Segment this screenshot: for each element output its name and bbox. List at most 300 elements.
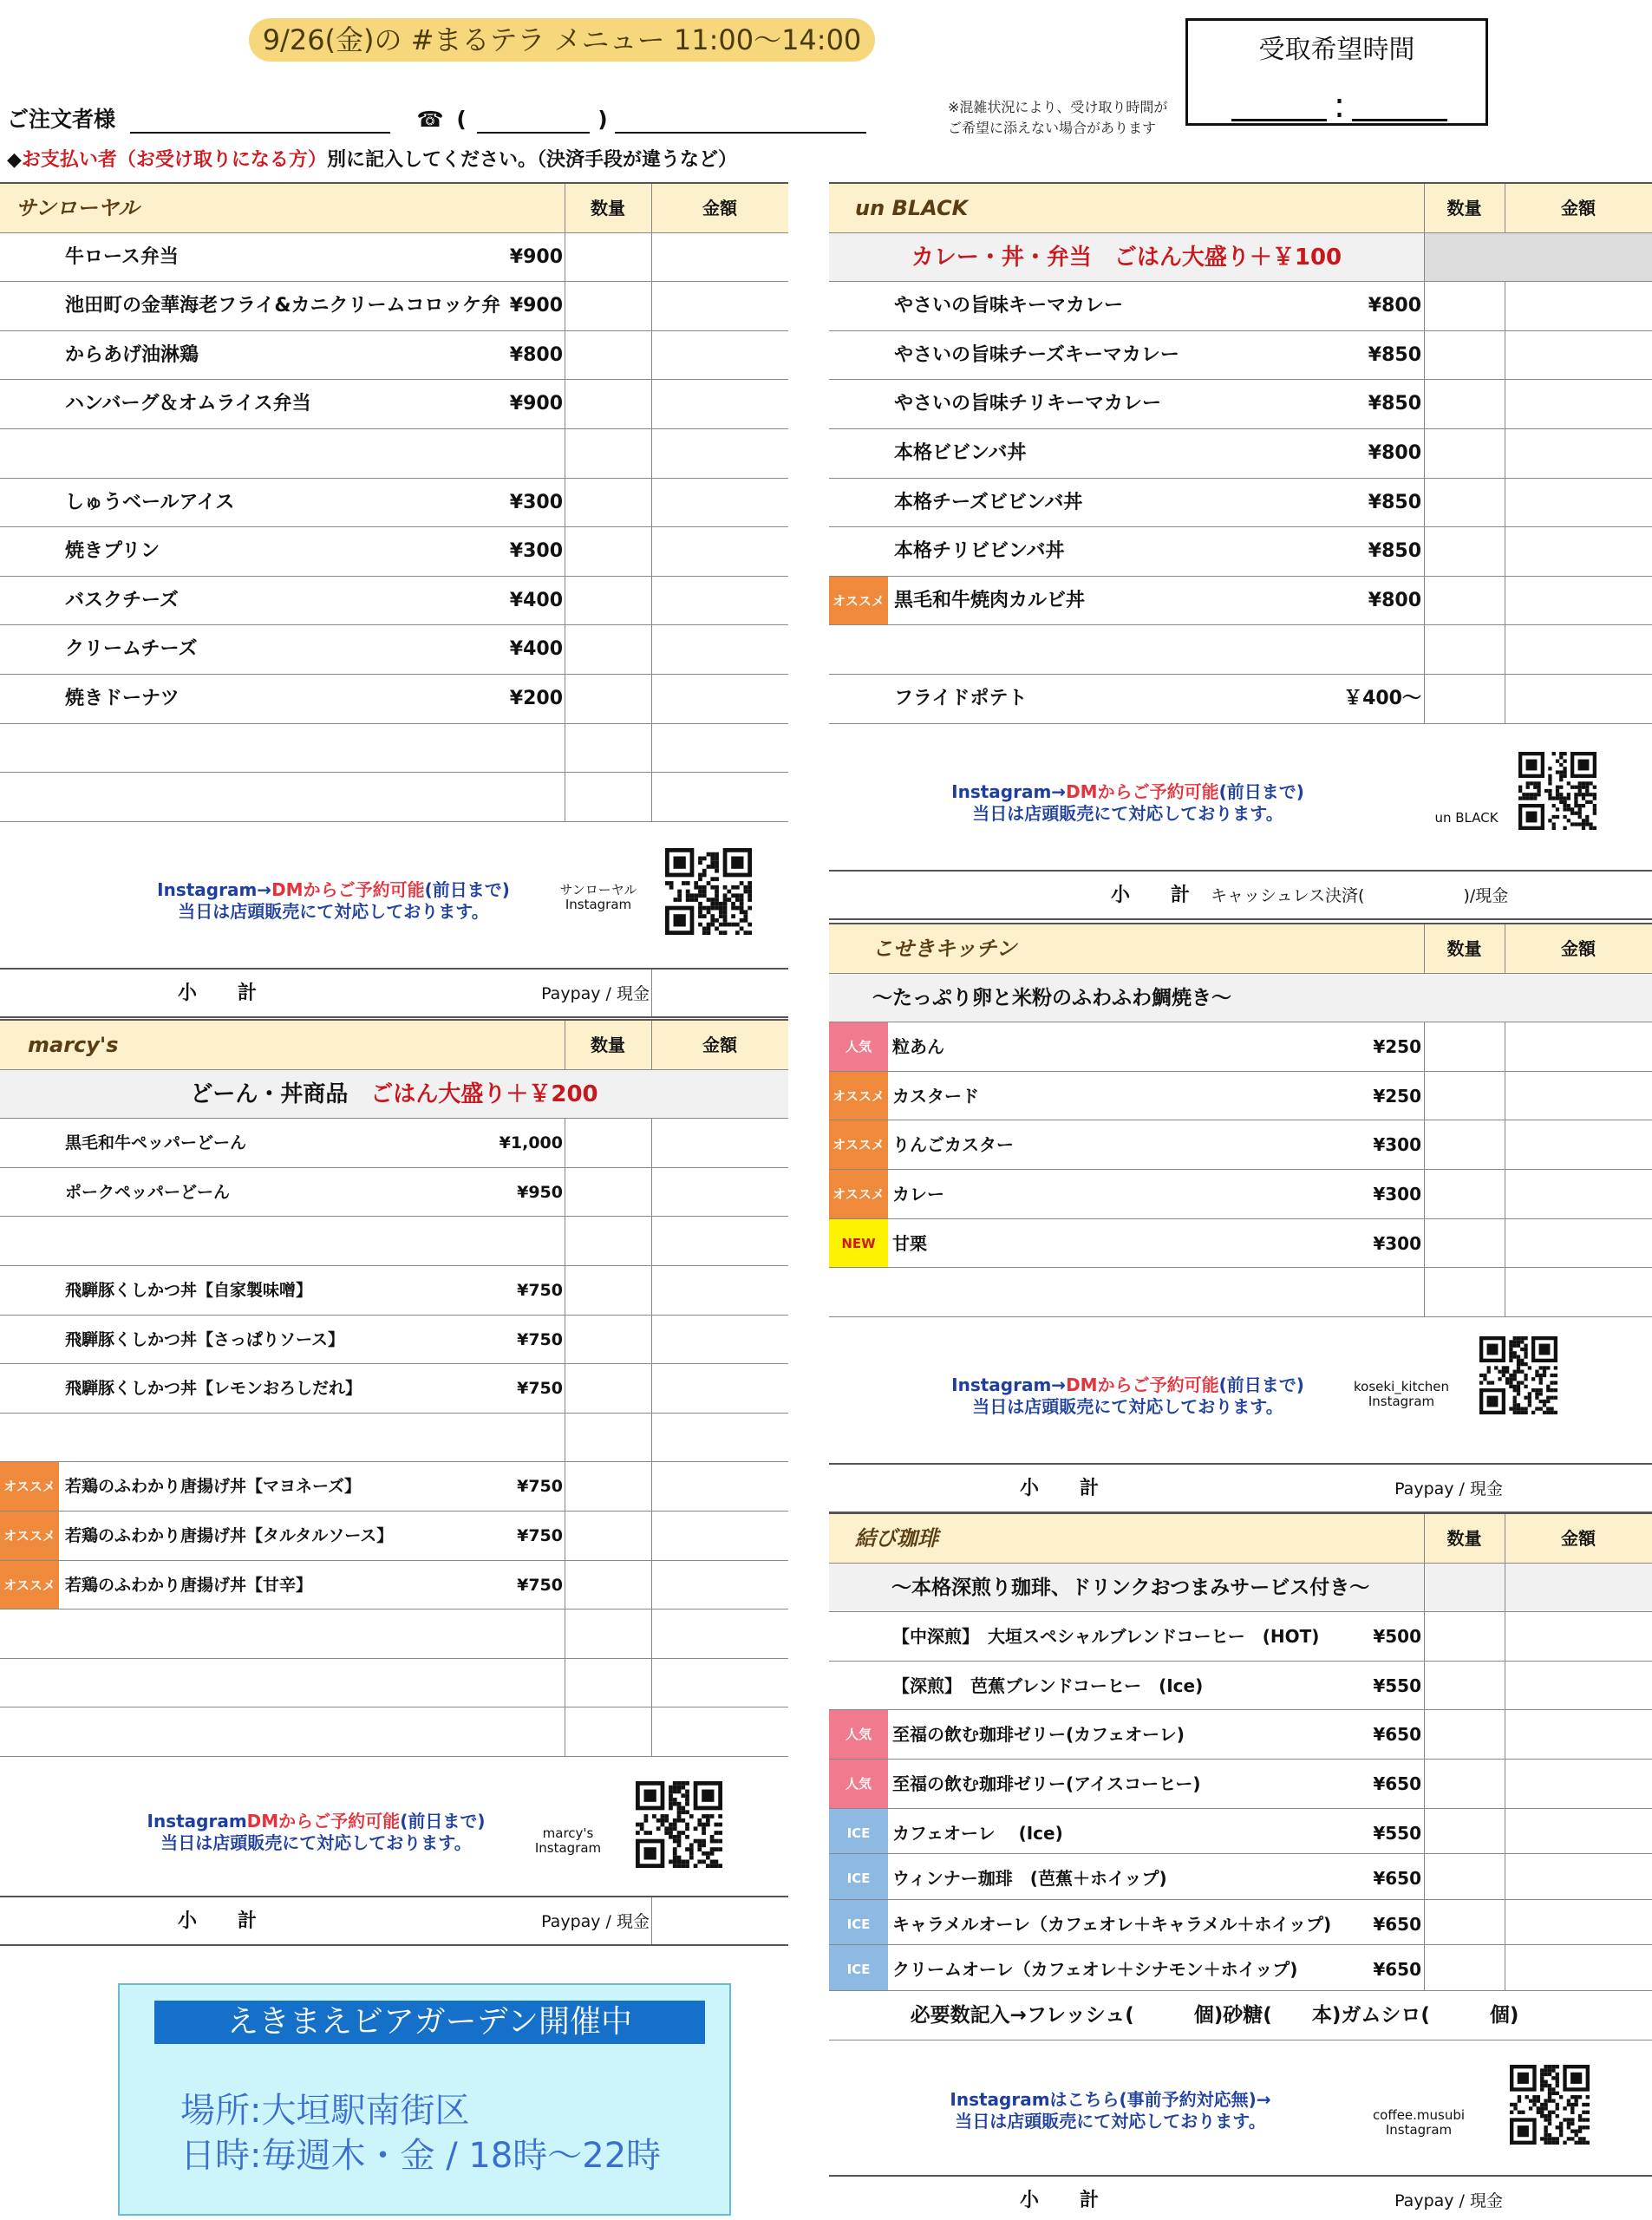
new-badge: NEW [829,1219,888,1268]
menu-item-row[interactable] [829,527,1652,577]
recommended-badge: オススメ [829,577,888,625]
menu-item-row[interactable] [829,380,1652,429]
koseki-shop-name: こせきキッチン [872,937,1017,961]
unblack-payment-methods: キャッシュレス決済( )/現金 [1211,885,1509,905]
item-price: ¥750 [517,1575,563,1595]
item-name: キャラメルオーレ（カフェオレ＋キャラメル＋ホイップ) [892,1913,1332,1935]
quantity-cell[interactable] [1424,625,1505,674]
item-price: ¥800 [1368,441,1421,464]
item-name: 牛ロース弁当 [65,245,179,268]
menu-item-row[interactable] [0,1266,788,1316]
item-name: 飛騨豚くしかつ丼【自家製味噌】 [65,1280,313,1300]
item-name: ハンバーグ＆オムライス弁当 [65,393,311,415]
menu-item-row[interactable] [0,380,788,429]
sanroyal-header-row [0,184,788,233]
marcys-subheader: どーん・丼商品 ごはん大盛り＋￥200 [0,1070,788,1120]
item-name: クリームチーズ [65,638,198,661]
quantity-cell[interactable] [565,1707,651,1756]
unblack-subheader: カレー・丼・弁当 ごはん大盛り＋￥100 [829,233,1652,283]
item-price: ¥650 [1373,1868,1421,1890]
koseki-subheader: 〜たっぷり卵と米粉のふわふわ鯛焼き〜 [829,974,1652,1023]
amount-cell [651,577,788,625]
quantity-cell[interactable] [1424,429,1505,478]
quantity-cell[interactable] [1424,380,1505,428]
sanroyal-instagram-block [0,822,788,970]
musubi-insta-line2: 当日は店頭販売にて対応しております。 [955,2110,1266,2132]
amount-cell [651,1659,788,1707]
menu-item-row[interactable] [0,1512,788,1561]
item-price: ¥650 [1373,1913,1421,1935]
amount-cell [1505,1900,1652,1945]
quantity-cell[interactable] [1424,1900,1505,1945]
menu-item-row[interactable] [829,625,1652,675]
quantity-cell[interactable] [565,724,651,773]
amount-cell [1505,1219,1652,1268]
menu-item-row[interactable] [829,1945,1652,1991]
item-price: ¥750 [517,1477,563,1497]
popular-badge: 人気 [829,1022,888,1071]
item-price: ¥300 [509,491,563,513]
amount-cell [1505,1170,1652,1218]
koseki-insta-line2: 当日は店頭販売にて対応しております。 [972,1395,1283,1417]
item-name: ウィンナー珈琲 (芭蕉＋ホイップ) [892,1868,1167,1890]
amount-cell [651,1266,788,1315]
marcys-account-label: marcy's Instagram [534,1825,602,1856]
quantity-cell[interactable] [565,1462,651,1511]
recommended-badge: オススメ [0,1561,59,1610]
item-name: 焼きプリン [65,540,160,563]
koseki-qr-code[interactable] [1479,1336,1557,1414]
amount-cell [1505,1760,1652,1808]
sanroyal-insta-line1: Instagram→DMからご予約可能(前日まで) [157,878,510,900]
menu-item-row[interactable] [829,479,1652,528]
item-price: ¥850 [1368,540,1421,563]
unblack-subtotal-row [829,872,1652,920]
amount-cell [651,1512,788,1560]
menu-item-row[interactable] [829,675,1652,724]
quantity-cell[interactable] [565,479,651,527]
quantity-cell[interactable] [565,1610,651,1658]
quantity-cell[interactable] [565,1316,651,1364]
item-name: やさいの旨味チリキーマカレー [894,393,1162,415]
quantity-cell[interactable] [565,1266,651,1315]
item-name: 【中深煎】 大垣スペシャルブレンドコーヒー (HOT) [892,1626,1320,1648]
ice-badge: ICE [829,1945,888,1990]
menu-item-row[interactable] [829,1170,1652,1219]
musubi-subheader: 〜本格深煎り珈琲、ドリンクおつまみサービス付き〜 [829,1564,1652,1613]
marcys-subtotal-row [0,1897,788,1946]
quantity-cell[interactable] [565,1512,651,1560]
amount-cell [651,675,788,723]
amount-cell [651,724,788,773]
item-name: 池田町の金華海老フライ&カニクリームコロッケ弁 [65,295,501,317]
quantity-cell[interactable] [565,1659,651,1707]
amount-cell [651,380,788,428]
amount-cell [651,1414,788,1462]
menu-item-row[interactable] [0,1217,788,1266]
item-name: 若鶏のふわかり唐揚げ丼【甘辛】 [65,1575,313,1595]
item-price: ¥800 [1368,589,1421,611]
qty-header: 数量 [591,198,625,219]
musubi-subtotal-row [829,2177,1652,2220]
qty-header: 数量 [591,1035,625,1055]
koseki-payment-methods: Paypay / 現金 [1394,1479,1503,1498]
item-name: 飛騨豚くしかつ丼【レモンおろしだれ】 [65,1379,362,1399]
unblack-instagram-block [829,724,1652,872]
item-name: 本格チーズビビンバ丼 [894,491,1083,513]
menu-item-row[interactable] [0,1610,788,1659]
koseki-table [829,923,1652,1513]
unblack-table [829,182,1652,920]
unblack-qr-code[interactable] [1518,752,1596,830]
musubi-account-label: coffee.musubi Instagram [1372,2106,1466,2138]
amount-cell [1505,625,1652,674]
menu-item-row[interactable] [0,527,788,577]
item-price: ￥400〜 [1343,687,1421,709]
item-price: ¥900 [509,393,563,415]
amount-cell [651,1462,788,1511]
amount-cell [1505,429,1652,478]
amount-cell [1505,1268,1652,1316]
ice-badge: ICE [829,1854,888,1899]
koseki-instagram-block [829,1317,1652,1465]
quantity-cell[interactable] [1424,1710,1505,1759]
quantity-cell[interactable] [1424,1809,1505,1854]
item-price: ¥650 [1373,1959,1421,1981]
pickup-time-box[interactable] [1185,18,1488,126]
popular-badge: 人気 [829,1710,888,1759]
subtotal-label: 小 計 [1020,2189,1100,2211]
menu-item-row[interactable] [0,1119,788,1168]
item-name: バスクチーズ [65,589,179,611]
musubi-qr-code[interactable] [1510,2065,1590,2145]
item-name: カレー [892,1183,944,1205]
musubi-payment-methods: Paypay / 現金 [1394,2191,1503,2210]
quantity-cell[interactable] [565,282,651,330]
menu-item-row[interactable] [829,1662,1652,1711]
unblack-shop-name: un BLACK [855,196,969,220]
menu-item-row[interactable] [829,429,1652,479]
ice-badge: ICE [829,1900,888,1945]
amount-cell [1505,1120,1652,1169]
phone-field[interactable] [477,111,590,134]
item-name: しゅうベールアイス [65,491,235,513]
item-price: ¥1,000 [499,1133,563,1153]
quantity-cell[interactable] [565,429,651,478]
amount-cell [1505,1809,1652,1854]
recommended-badge: オススメ [0,1512,59,1560]
amount-header: 金額 [1561,938,1596,959]
amount-header: 金額 [1561,1528,1596,1549]
quantity-cell[interactable] [1424,1854,1505,1899]
quantity-cell[interactable] [1424,1170,1505,1218]
marcys-insta-line2: 当日は店頭販売にて対応しております。 [160,1832,472,1853]
quantity-cell[interactable] [565,625,651,674]
menu-item-row[interactable] [0,1414,788,1463]
beer-garden-notice [118,1983,731,2216]
amount-cell [651,625,788,674]
quantity-cell[interactable] [1424,1760,1505,1808]
marcys-shop-name: marcy's [28,1033,119,1057]
musubi-shop-name: 結び珈琲 [855,1526,938,1551]
musubi-insta-line1: Instagramはこちら(事前予約対応無)→ [950,2088,1271,2110]
amount-cell [1505,380,1652,428]
menu-title: 9/26(金)の #まるテラ メニュー 11:00〜14:00 [249,18,875,62]
amount-header: 金額 [702,198,737,219]
musubi-need-note-row[interactable] [829,1991,1652,2040]
menu-item-row[interactable] [829,1268,1652,1317]
menu-item-row[interactable] [829,331,1652,381]
amount-cell [1505,282,1652,330]
phone-field-extension [615,111,866,134]
menu-item-row[interactable] [0,1462,788,1512]
quantity-cell[interactable] [1424,1120,1505,1169]
item-price: ¥250 [1373,1036,1421,1058]
item-name: ポークペッパーどーん [65,1182,231,1202]
amount-cell [651,1119,788,1167]
quantity-cell[interactable] [1424,331,1505,380]
musubi-header-row [829,1514,1652,1564]
quantity-cell[interactable] [565,527,651,576]
ice-badge: ICE [829,1809,888,1854]
quantity-cell[interactable] [565,1217,651,1265]
quantity-cell[interactable] [565,675,651,723]
item-price: ¥550 [1373,1675,1421,1696]
menu-item-row[interactable] [0,479,788,528]
item-name: 若鶏のふわかり唐揚げ丼【マヨネーズ】 [65,1477,362,1497]
item-name: りんごカスター [892,1134,1014,1156]
menu-item-row[interactable] [829,1760,1652,1809]
quantity-cell[interactable] [1424,675,1505,723]
qty-header: 数量 [1446,938,1482,959]
subtotal-label: 小 計 [1020,1477,1100,1499]
quantity-cell[interactable] [565,1561,651,1610]
item-price: ¥950 [517,1182,563,1202]
quantity-cell[interactable] [565,380,651,428]
item-price: ¥850 [1368,343,1421,366]
sanroyal-shop-name: サンローヤル [16,196,140,220]
menu-item-row[interactable] [0,577,788,626]
menu-item-row[interactable] [0,1168,788,1218]
item-name: 焼きドーナツ [65,687,180,709]
recommended-badge: オススメ [829,1170,888,1218]
menu-item-row[interactable] [0,675,788,724]
item-name: 飛騨豚くしかつ丼【さっぱりソース】 [65,1329,345,1349]
marcys-payment-methods: Paypay / 現金 [541,1911,650,1931]
menu-item-row[interactable] [0,1364,788,1414]
pickup-time-title: 受取希望時間 [1258,35,1415,65]
quantity-cell[interactable] [1424,1219,1505,1268]
menu-item-row[interactable] [0,1316,788,1365]
koseki-account-label: koseki_kitchen Instagram [1354,1378,1449,1409]
amount-header: 金額 [702,1035,737,1055]
menu-item-row[interactable] [829,282,1652,331]
menu-item-row[interactable] [0,1707,788,1757]
amount-cell [1505,479,1652,527]
musubi-need-note: 必要数記入→フレッシュ( 個)砂糖( 本)ガムシロ( 個) [910,2003,1519,2027]
menu-item-row[interactable] [829,1612,1652,1662]
item-name: フライドポテト [894,687,1028,709]
item-price: ¥750 [517,1280,563,1300]
item-price: ¥300 [1373,1232,1421,1254]
amount-cell [651,282,788,330]
item-price: ¥800 [1368,295,1421,317]
amount-cell [651,1561,788,1610]
quantity-cell[interactable] [1424,1072,1505,1120]
menu-item-row[interactable] [0,724,788,774]
quantity-cell[interactable] [565,773,651,821]
unblack-insta-line1: Instagram→DMからご予約可能(前日まで) [951,780,1304,802]
subtotal-label: 小 計 [178,982,258,1004]
amount-cell [651,429,788,478]
menu-item-row[interactable] [0,331,788,381]
quantity-cell[interactable] [1424,282,1505,330]
quantity-cell[interactable] [565,1364,651,1413]
payer-note: ◆お支払い者（お受け取りになる方）別に記入してください。（決済手段が違うなど） [7,149,737,171]
sanroyal-qr-code[interactable] [665,848,752,935]
beer-garden-date: 日時:毎週木・金 / 18時〜22時 [180,2136,662,2176]
item-price: ¥750 [517,1525,563,1545]
item-price: ¥900 [509,245,563,268]
amount-cell [1505,577,1652,625]
item-price: ¥500 [1373,1626,1421,1648]
menu-item-row[interactable] [829,1854,1652,1900]
item-price: ¥650 [1373,1724,1421,1746]
item-name: 【深煎】 芭蕉ブレンドコーヒー (Ice) [892,1675,1204,1696]
orderer-name-field[interactable] [130,111,390,134]
item-price: ¥850 [1368,491,1421,513]
orderer-row: ご注文者様 ☎ ( ) [7,102,866,134]
menu-item-row[interactable] [829,577,1652,626]
qty-header: 数量 [1446,198,1482,219]
subtotal-label: 小 計 [178,1910,258,1932]
item-price: ¥850 [1368,393,1421,415]
item-price: ¥400 [509,638,563,661]
quantity-cell[interactable] [1424,1945,1505,1990]
quantity-cell[interactable] [565,1168,651,1217]
quantity-cell[interactable] [565,1414,651,1462]
marcys-instagram-block [0,1757,788,1897]
beer-garden-title: えきまえビアガーデン開催中 [154,2001,705,2044]
item-name: 本格ビビンバ丼 [894,441,1027,464]
amount-cell [1505,1662,1652,1710]
menu-item-row[interactable] [829,1809,1652,1855]
quantity-cell[interactable] [1424,479,1505,527]
amount-cell [651,1168,788,1217]
menu-item-row[interactable] [0,1561,788,1610]
item-name: 黒毛和牛焼肉カルビ丼 [894,589,1086,611]
amount-cell [1505,1072,1652,1120]
recommended-badge: オススメ [829,1072,888,1120]
sanroyal-subtotal-row [0,970,788,1018]
quantity-cell[interactable] [1424,1662,1505,1710]
beer-garden-place: 場所:大垣駅南街区 [180,2091,470,2131]
pickup-time-field[interactable] [1231,88,1447,127]
item-price: ¥300 [509,540,563,563]
item-name: 若鶏のふわかり唐揚げ丼【タルタルソース】 [65,1525,394,1545]
menu-item-row[interactable] [0,282,788,331]
item-name: 至福の飲む珈琲ゼリー(カフェオーレ) [892,1724,1185,1746]
koseki-subtotal-row [829,1465,1652,1513]
menu-item-row[interactable] [0,1659,788,1708]
item-price: ¥300 [1373,1134,1421,1156]
item-name: 本格チリビビンバ丼 [894,540,1065,563]
item-name: やさいの旨味キーマカレー [894,295,1124,317]
koseki-header-row [829,924,1652,974]
item-name: からあげ油淋鶏 [65,343,199,366]
item-price: ¥750 [517,1329,563,1349]
menu-item-row[interactable] [829,1120,1652,1170]
quantity-cell[interactable] [1424,1268,1505,1316]
quantity-cell[interactable] [1424,1022,1505,1071]
pickup-time-colon: : [1333,86,1346,126]
sanroyal-insta-line2: 当日は店頭販売にて対応しております。 [178,900,489,922]
item-price: ¥650 [1373,1773,1421,1794]
quantity-cell[interactable] [565,233,651,282]
item-price: ¥400 [509,589,563,611]
amount-cell [651,1316,788,1364]
amount-cell [651,1707,788,1756]
amount-cell [1505,1945,1652,1990]
menu-item-row[interactable] [0,625,788,675]
quantity-cell[interactable] [565,331,651,380]
menu-item-row[interactable] [0,233,788,283]
item-name: カスタード [892,1085,979,1107]
marcys-qr-code[interactable] [636,1781,722,1868]
unblack-header-row [829,184,1652,233]
menu-item-row[interactable] [829,1022,1652,1072]
musubi-instagram-block [829,2040,1652,2177]
item-name: 黒毛和牛ペッパーどーん [65,1133,247,1153]
amount-cell [1505,1710,1652,1759]
item-price: ¥200 [509,687,563,709]
quantity-cell[interactable] [1424,577,1505,625]
menu-item-row[interactable] [0,429,788,479]
quantity-cell[interactable] [565,1119,651,1167]
menu-item-row[interactable] [829,1072,1652,1121]
marcys-insta-line1: InstagramDMからご予約可能(前日まで) [147,1810,486,1832]
amount-cell [1505,1854,1652,1899]
item-price: ¥900 [509,295,563,317]
menu-item-row[interactable] [829,1900,1652,1946]
amount-cell [1505,1612,1652,1661]
item-price: ¥250 [1373,1085,1421,1107]
item-price: ¥550 [1373,1822,1421,1844]
quantity-cell[interactable] [1424,527,1505,576]
recommended-badge: オススメ [829,1120,888,1169]
amount-cell [1505,1022,1652,1071]
item-name: 至福の飲む珈琲ゼリー(アイスコーヒー) [892,1773,1201,1794]
sanroyal-payment-methods: Paypay / 現金 [541,983,650,1003]
item-price: ¥300 [1373,1183,1421,1205]
marcys-header-row [0,1021,788,1070]
pickup-note: ※混雑状況により、受け取り時間が ご希望に添えない場合があります [948,99,1168,136]
item-price: ¥750 [517,1379,563,1399]
recommended-badge: オススメ [0,1462,59,1511]
menu-item-row[interactable] [0,773,788,822]
quantity-cell[interactable] [1424,1612,1505,1661]
item-name: クリームオーレ（カフェオレ＋シナモン＋ホイップ) [892,1959,1298,1981]
marcys-table [0,1019,788,1946]
menu-item-row[interactable] [829,1219,1652,1269]
unblack-insta-line2: 当日は店頭販売にて対応しております。 [972,802,1283,824]
quantity-cell[interactable] [565,577,651,625]
amount-cell [1505,331,1652,380]
amount-cell [651,527,788,576]
menu-item-row[interactable] [829,1710,1652,1760]
amount-cell [651,233,788,282]
sanroyal-account-label: サンローヤル Instagram [559,881,637,912]
